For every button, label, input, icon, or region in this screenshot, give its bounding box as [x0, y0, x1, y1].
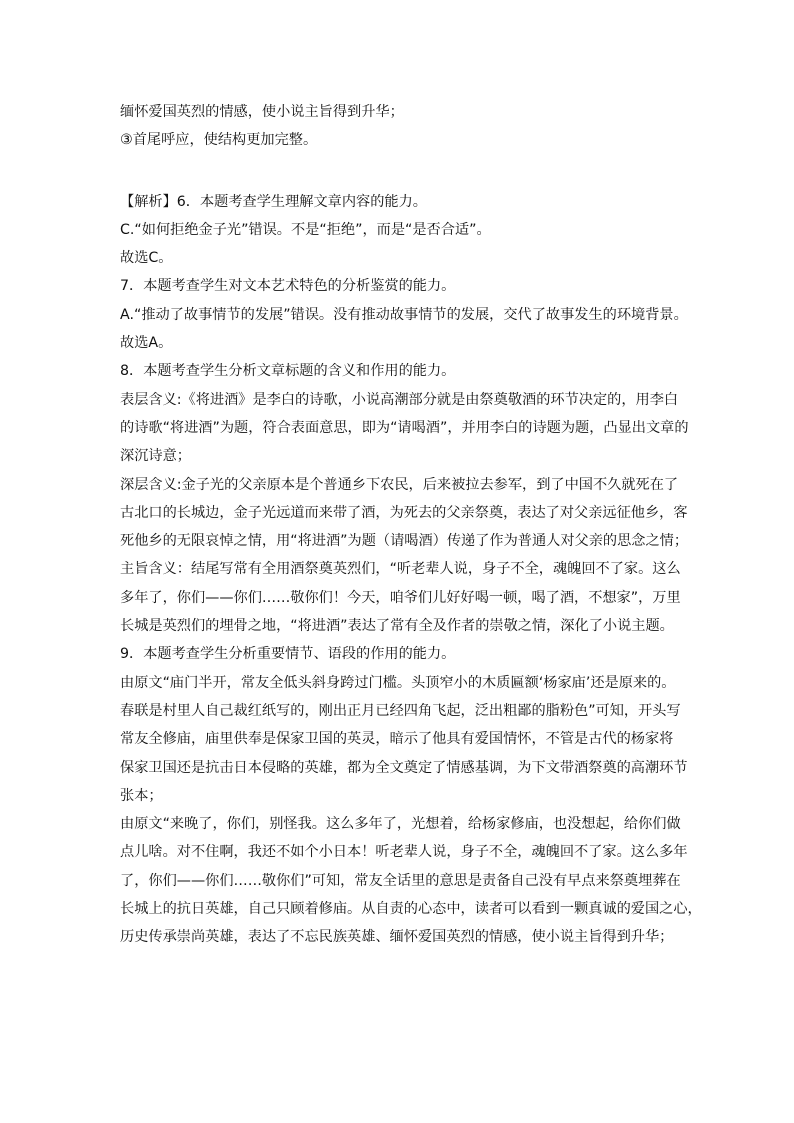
text-line: C.“如何拒绝金子光”错误。不是“拒绝”，而是“是否合适”。 — [120, 221, 491, 238]
text-line: ③首尾呼应，使结构更加完整。 — [120, 132, 318, 149]
analysis-heading-line: 【解析】6．本题考查学生理解文章内容的能力。 — [120, 193, 427, 210]
text-line: 长城是英烈们的埋骨之地，“将进酒”表达了常有全及作者的崇敬之情，深化了小说主题。 — [120, 618, 674, 635]
text-line: 主旨含义：结尾写常有全用酒祭奠英烈们，“听老辈人说，身子不全，魂魄回不了家。这么 — [120, 561, 681, 578]
text-line: 的诗歌“将进酒”为题，符合表面意思，即为“请喝酒”，并用李白的诗题为题，凸显出文章的 — [120, 419, 689, 436]
text-line: 深层含义:金子光的父亲原本是个普通乡下农民，后来被拉去参军，到了中国不久就死在了 — [120, 476, 679, 493]
text-line: 张本； — [120, 787, 163, 804]
text-line: 春联是村里人自己裁红纸写的，刚出正月已经四角飞起，泛出粗鄙的脂粉色”可知，开头写 — [120, 702, 681, 719]
text-line: 表层含义:《将进酒》是李白的诗歌，小说高潮部分就是由祭奠敬酒的环节决定的，用李白 — [120, 391, 679, 408]
text-line: 了，你们——你们……敬你们”可知，常友全话里的意思是责备自己没有早点来祭奠埋葬在 — [120, 872, 681, 889]
answer-analysis-text — [120, 98, 702, 952]
blank-line — [120, 155, 680, 188]
text-line: 深沉诗意； — [120, 448, 191, 465]
text-line: 古北口的长城边，金子光远道而来带了酒，为死去的父亲祭奠，表达了对父亲远征他乡，客 — [120, 504, 688, 521]
text-line: A.“推动了故事情节的发展”错误。没有推动故事情节的发展，交代了故事发生的环境背景。 — [120, 306, 688, 323]
text-line: 长城上的抗日英雄，自己只顾着修庙。从自责的心态中，读者可以看到一颗真诚的爱国之心， — [120, 901, 702, 918]
question-8-line: 8．本题考查学生分析文章标题的含义和作用的能力。 — [120, 363, 456, 380]
text-line: 死他乡的无限哀悼之情，用“将进酒”为题（请喝酒）传递了作为普通人对父亲的思念之情； — [120, 533, 689, 550]
text-line: 多年了，你们——你们……敬你们！今天，咱爷们儿好好喝一顿，喝了酒，不想家”，万里 — [120, 589, 681, 606]
text-line: 缅怀爱国英烈的情感，使小说主旨得到升华； — [120, 104, 404, 120]
question-7-line: 7．本题考查学生对文本艺术特色的分析鉴赏的能力。 — [120, 278, 456, 295]
text-line: 故选C。 — [120, 250, 173, 267]
text-line: 由原文“来晚了，你们，别怪我。这么多年了，光想着，给杨家修庙，也没想起，给你们做 — [120, 816, 681, 833]
text-line: 保家卫国还是抗击日本侵略的英雄，都为全文奠定了情感基调，为下文带酒祭奠的高潮环节 — [120, 759, 688, 776]
text-line: 故选A。 — [120, 335, 173, 352]
text-line: 历史传承崇尚英雄，表达了不忘民族英雄、缅怀爱国英烈的情感，使小说主旨得到升华； — [120, 929, 674, 946]
question-9-line: 9．本题考查学生分析重要情节、语段的作用的能力。 — [120, 646, 456, 663]
text-line: 由原文“庙门半开，常友全低头斜身跨过门槛。头顶窄小的木质匾额‘杨家庙’还是原来的。 — [120, 674, 676, 691]
text-line: 点儿啥。对不住啊，我还不如个小日本！听老辈人说，身子不全，魂魄回不了家。这么多年 — [120, 844, 688, 861]
text-line: 常友全修庙，庙里供奉是保家卫国的英灵，暗示了他具有爱国情怀，不管是古代的杨家将 — [120, 731, 674, 748]
